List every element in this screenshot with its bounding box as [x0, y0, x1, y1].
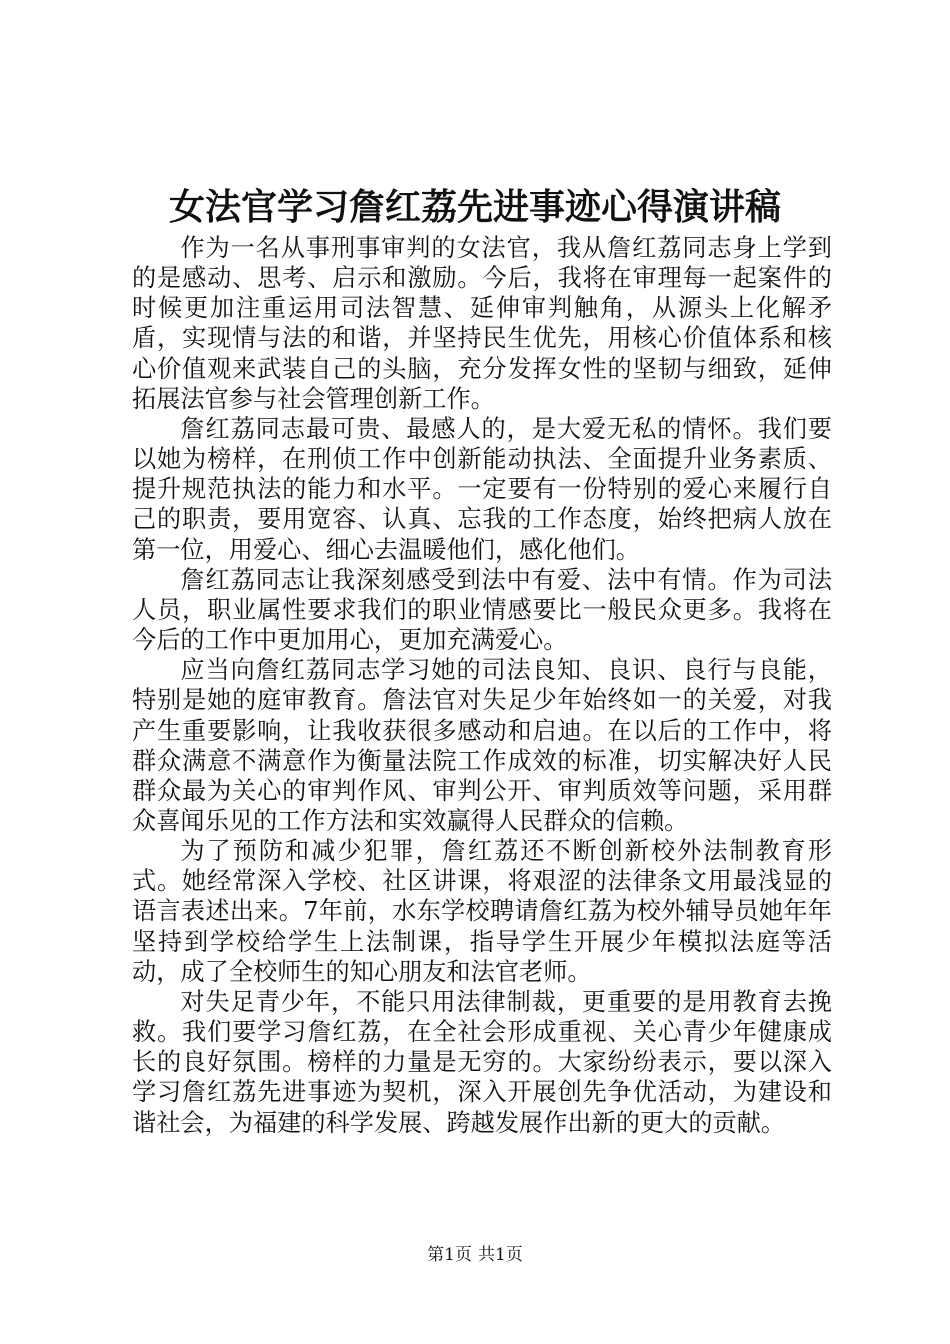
paragraph-1: 作为一名从事刑事审判的女法官，我从詹红荔同志身上学到的是感动、思考、启示和激励。今后，我将在审理每一起案件的时候更加注重运用司法智慧、延伸审判触角，从源头上化解矛盾，实现情与法的和谐，并坚持民生优先，用核心价值体系和核心价值观来武装自己的头脑，充分发挥女性的坚韧与细致，延伸拓展法官参与社会管理创新工作。 [132, 234, 832, 413]
document-body [132, 233, 832, 1138]
paragraph-6: 对失足青少年，不能只用法律制裁，更重要的是用教育去挽救。我们要学习詹红荔，在全社会形成重视、关心青少年健康成长的良好氛围。榜样的力量是无穷的。大家纷纷表示，要以深入学习詹红荔先进事迹为契机，深入开展创先争优活动，为建设和谐社会，为福建的科学发展、跨越发展作出新的更大的贡献。 [132, 987, 832, 1137]
page-number: 第1页 [427, 1245, 472, 1265]
paragraph-3: 詹红荔同志让我深刻感受到法中有爱、法中有情。作为司法人员，职业属性要求我们的职业情感要比一般民众更多。我将在今后的工作中更加用心，更加充满爱心。 [132, 565, 832, 655]
paragraph-5: 为了预防和减少犯罪，詹红荔还不断创新校外法制教育形式。她经常深入学校、社区讲课，将艰涩的法律条文用最浅显的语言表述出来。7年前，水东学校聘请詹红荔为校外辅导员她年年坚持到学校给学生上法制课，指导学生开展少年模拟法庭等活动，成了全校师生的知心朋友和法官老师。 [132, 837, 832, 986]
page-total: 共1页 [478, 1245, 523, 1265]
page-footer [0, 1243, 950, 1267]
document-title: 女法官学习詹红荔先进事迹心得演讲稿 [168, 186, 781, 228]
paragraph-2: 詹红荔同志最可贵、最感人的，是大爱无私的情怀。我们要以她为榜样，在刑侦工作中创新能动执法、全面提升业务素质、提升规范执法的能力和水平。一定要有一份特别的爱心来履行自己的职责，要用宽容、认真、忘我的工作态度，始终把病人放在第一位，用爱心、细心去温暖他们，感化他们。 [132, 414, 832, 564]
paragraph-4: 应当向詹红荔同志学习她的司法良知、良识、良行与良能，特别是她的庭审教育。詹法官对失足少年始终如一的关爱，对我产生重要影响，让我收获很多感动和启迪。在以后的工作中，将群众满意不满意作为衡量法院工作成效的标准，切实解决好人民群众最为关心的审判作风、审判公开、审判质效等问题，采用群众喜闻乐见的工作方法和实效赢得人民群众的信赖。 [132, 656, 832, 835]
